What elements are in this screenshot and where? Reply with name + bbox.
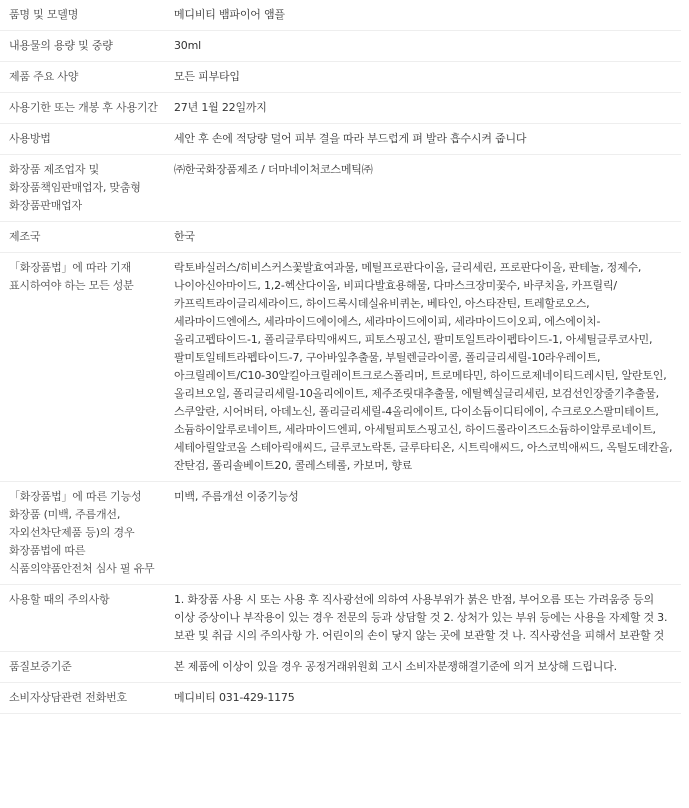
spec-row-volume [0, 31, 681, 62]
spec-row-ingredients [0, 253, 681, 482]
spec-value: 27년 1월 22일까지 [173, 93, 681, 124]
spec-value: 미백, 주름개선 이중기능성 [173, 482, 681, 585]
spec-label: 제품 주요 사양 [0, 62, 173, 93]
spec-row-product-name [0, 0, 681, 31]
spec-row-usage [0, 124, 681, 155]
spec-label: 사용기한 또는 개봉 후 사용기간 [0, 93, 173, 124]
spec-row-phone [0, 683, 681, 714]
spec-label: 사용할 때의 주의사항 [0, 585, 173, 652]
spec-value: 메디비티 031-429-1175 [173, 683, 681, 714]
spec-label: 「화장품법」에 따라 기재 표시하여야 하는 모든 성분 [0, 253, 173, 482]
spec-row-expiry [0, 93, 681, 124]
spec-row-quality [0, 652, 681, 683]
spec-label: 화장품 제조업자 및 화장품책임판매업자, 맞춤형 화장품판매업자 [0, 155, 173, 222]
spec-label: 품명 및 모델명 [0, 0, 173, 31]
spec-label: 내용물의 용량 및 중량 [0, 31, 173, 62]
spec-value: 본 제품에 이상이 있을 경우 공정거래위원회 고시 소비자분쟁해결기준에 의거 보상해 드립니다. [173, 652, 681, 683]
spec-row-manufacturer [0, 155, 681, 222]
spec-label: 소비자상담관련 전화번호 [0, 683, 173, 714]
spec-row-cautions [0, 585, 681, 652]
spec-label: 사용방법 [0, 124, 173, 155]
spec-row-functional [0, 482, 681, 585]
spec-label: 제조국 [0, 222, 173, 253]
spec-value: 1. 화장품 사용 시 또는 사용 후 직사광선에 의하여 사용부위가 붉은 반점, 부어오름 또는 가려움증 등의 이상 증상이나 부작용이 있는 경우 전문의 등과 상담할 것 2. 상처가 있는 부위 등에는 사용을 자제할 것 3. 보관 및 취급 시의 주의사항 가. 어린이의 손이 닿지 않는 곳에 보관할 것 나. 직사광선을 피해서 보관할 것 [173, 585, 681, 652]
spec-row-main-spec [0, 62, 681, 93]
spec-value: 30ml [173, 31, 681, 62]
spec-value: 락토바실러스/히비스커스꽃발효여과물, 메틸프로판다이올, 글리세린, 프로판다이올, 판테놀, 정제수, 나이아신아마이드, 1,2-헥산다이올, 비피다발효용해물, 다마스크장미꽃수, 바쿠치올, 카프릴릭/카프릭트라이글리세라이드, 하이드록시데실유비퀴논, 베타인, 아스타잔틴, 트레할로오스, 세라마이드엔에스, 세라마이드에이에스, 세라마이드에이피, 세라마이드이오피, 에스에이치-올리고펩타이드-1, 폴리글루타믹애씨드, 피토스핑고신, 팔미토일트라이펩타이드-1, 아세틸글루코사민, 팔미토일테트라펩타이드-7, 구아바잎추출물, 부틸렌글라이콜, 폴리글리세릴-10라우레이트, 아크릴레이트/C10-30알킬아크릴레이트크로스폴리머, 트로메타민, 하이드로제네이티드레시틴, 알란토인, 올리브오일, 폴리글리세릴-10올리에이트, 제주조릿대추출물, 에틸헥실글리세린, 보검선인장줄기추출물, 스쿠알란, 시어버터, 아데노신, 폴리글리세릴-4올리에이트, 다이소듐이디티에이, 수크로오스팔미테이트, 소듐하이알루로네이트, 세라마이드엔피, 아세틸피토스핑고신, 하이드롤라이즈드소듐하이알루로네이트, 세테아릴알코올 스테아릭애씨드, 글루코노락톤, 글루타티온, 시트릭애씨드, 아스코빅애씨드, 옥틸도데칸올, 잔탄검, 폴리솔베이트20, 콜레스테롤, 카보머, 향료 [173, 253, 681, 482]
spec-value: 세안 후 손에 적당량 덜어 피부 결을 따라 부드럽게 펴 발라 흡수시켜 줍니다 [173, 124, 681, 155]
spec-label: 품질보증기준 [0, 652, 173, 683]
spec-value: 한국 [173, 222, 681, 253]
spec-label: 「화장품법」에 따른 기능성 화장품 (미백, 주름개선, 자외선차단제품 등)의 경우 화장품법에 따른 식품의약품안전처 심사 필 유무 [0, 482, 173, 585]
spec-value: ㈜한국화장품제조 / 더마네이처코스메틱㈜ [173, 155, 681, 222]
spec-value: 모든 피부타입 [173, 62, 681, 93]
spec-value: 메디비티 뱀파이어 앰플 [173, 0, 681, 31]
spec-row-country [0, 222, 681, 253]
